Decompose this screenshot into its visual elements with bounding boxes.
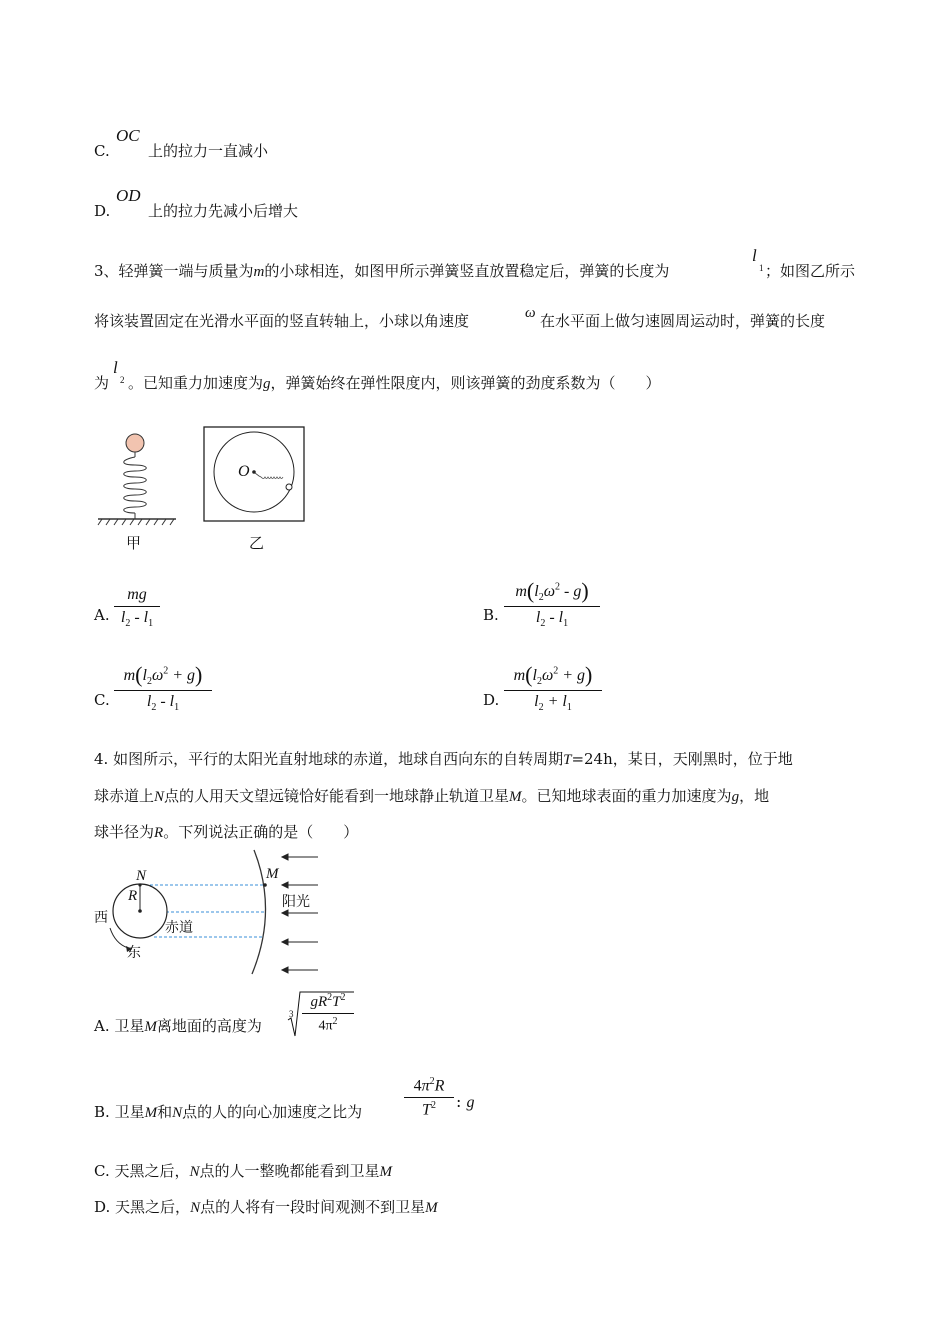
fraction-denominator: $l_2 + l_1$ [534, 693, 572, 714]
q3-option-d-fraction [504, 662, 602, 713]
q4-option-d: D. 天黑之后，N点的人将有一段时间观测不到卫星M [94, 1198, 438, 1216]
option-label: C. [94, 142, 110, 160]
q3-option-c-label: C. [94, 691, 110, 709]
q3-option-c-fraction [114, 662, 212, 713]
q4-option-b-fraction [404, 1076, 454, 1120]
q3-option-a-fraction [114, 586, 160, 629]
math-l1-sub: 1 [759, 263, 764, 273]
q3-option-b-fraction [504, 578, 600, 629]
q3-stem-line2-end: 在水平面上做匀速圆周运动时，弹簧的长度 [540, 312, 826, 330]
math-oc: OC [116, 126, 140, 145]
fraction-denominator: $l_2 - l_1$ [535, 609, 569, 630]
fig-label-east: 东 [127, 945, 141, 961]
q4-option-c: C. 天黑之后，N点的人一整晚都能看到卫星M [94, 1162, 393, 1180]
q2-option-c [94, 141, 110, 161]
ratio-colon: : g [456, 1092, 475, 1111]
q3-stem-line2: 将该装置固定在光滑水平面的竖直转轴上，小球以角速度 [94, 312, 470, 330]
math-od: OD [116, 186, 141, 205]
q4-stem-line1: 4. 如图所示，平行的太阳光直射地球的赤道，地球自西向东的自转周期T=24h，某日，天刚黑时，位于地 [94, 750, 793, 768]
q2-option-d-text: 上的拉力先减小后增大 [148, 202, 299, 220]
option-label: D. [94, 202, 111, 220]
rotating-figure [204, 427, 304, 521]
fraction-numerator: $gR^2T^2$ [310, 992, 346, 1010]
fraction-denominator: $4\pi^2$ [318, 1016, 338, 1034]
q3-stem-line3: 为 [94, 374, 110, 392]
math-l1: l [752, 246, 757, 265]
q4-stem-line3: 球半径为R。下列说法正确的是（ ） [94, 823, 359, 841]
math-l2: l [113, 358, 118, 377]
q3-stem-line3-end: 。已知重力加速度为g，弹簧始终在弹性限度内，则该弹簧的劲度系数为（ ） [128, 374, 661, 392]
var-m: m [253, 264, 265, 280]
root-index: 3 [289, 1009, 294, 1019]
math-l2-sub: 2 [120, 375, 125, 385]
fig-label-sunlight: 阳光 [282, 894, 310, 910]
math-omega: ω [525, 305, 536, 321]
fraction-numerator: $m(l_2\omega^2 + g)$ [513, 662, 593, 688]
q4-option-a: A. 卫星M离地面的高度为 [94, 1017, 262, 1035]
q4-option-a-fraction [302, 992, 354, 1035]
q4-stem-line2: 球赤道上N点的人用天文望远镜恰好能看到一地球静止轨道卫星M。已知地球表面的重力加速度为g，地 [94, 787, 770, 805]
q3-option-a-label: A. [94, 606, 110, 624]
fraction-numerator: mg [127, 586, 147, 603]
q2-option-c-text: 上的拉力一直减小 [148, 142, 269, 160]
fig-label-m: M [266, 866, 279, 882]
sunlight-arrows [282, 854, 318, 973]
fraction-denominator: $l_2 - l_1$ [146, 693, 180, 714]
spring-vertical-figure [98, 434, 176, 525]
fraction-numerator: $4\pi^2R$ [413, 1076, 445, 1095]
q3-stem-line1-end: ；如图乙所示 [765, 262, 856, 280]
fig-label-yi: 乙 [249, 534, 265, 552]
fig-label-equator: 赤道 [165, 920, 193, 936]
fig-label-n: N [136, 868, 147, 884]
fraction-denominator: $l_2 - l_1$ [120, 609, 154, 630]
fraction-denominator: $T^2$ [422, 1100, 436, 1119]
fig-label-r: R [128, 888, 138, 904]
fraction-numerator: $m(l_2\omega^2 - g)$ [515, 578, 589, 604]
q4-option-b: B. 卫星M和N点的人的向心加速度之比为 [94, 1103, 363, 1121]
q3-stem-line1: 3、轻弹簧一端与质量为m的小球相连，如图甲所示弹簧竖直放置稳定后，弹簧的长度为 [94, 262, 670, 280]
fig-label-west: 西 [94, 910, 108, 926]
q3-option-d-label: D. [483, 691, 500, 709]
q3-option-b-label: B. [483, 606, 499, 624]
fig-label-jia: 甲 [126, 534, 142, 552]
q2-option-d [94, 201, 110, 221]
fraction-numerator: $m(l_2\omega^2 + g)$ [123, 662, 203, 688]
fig-label-o: O [238, 463, 250, 480]
